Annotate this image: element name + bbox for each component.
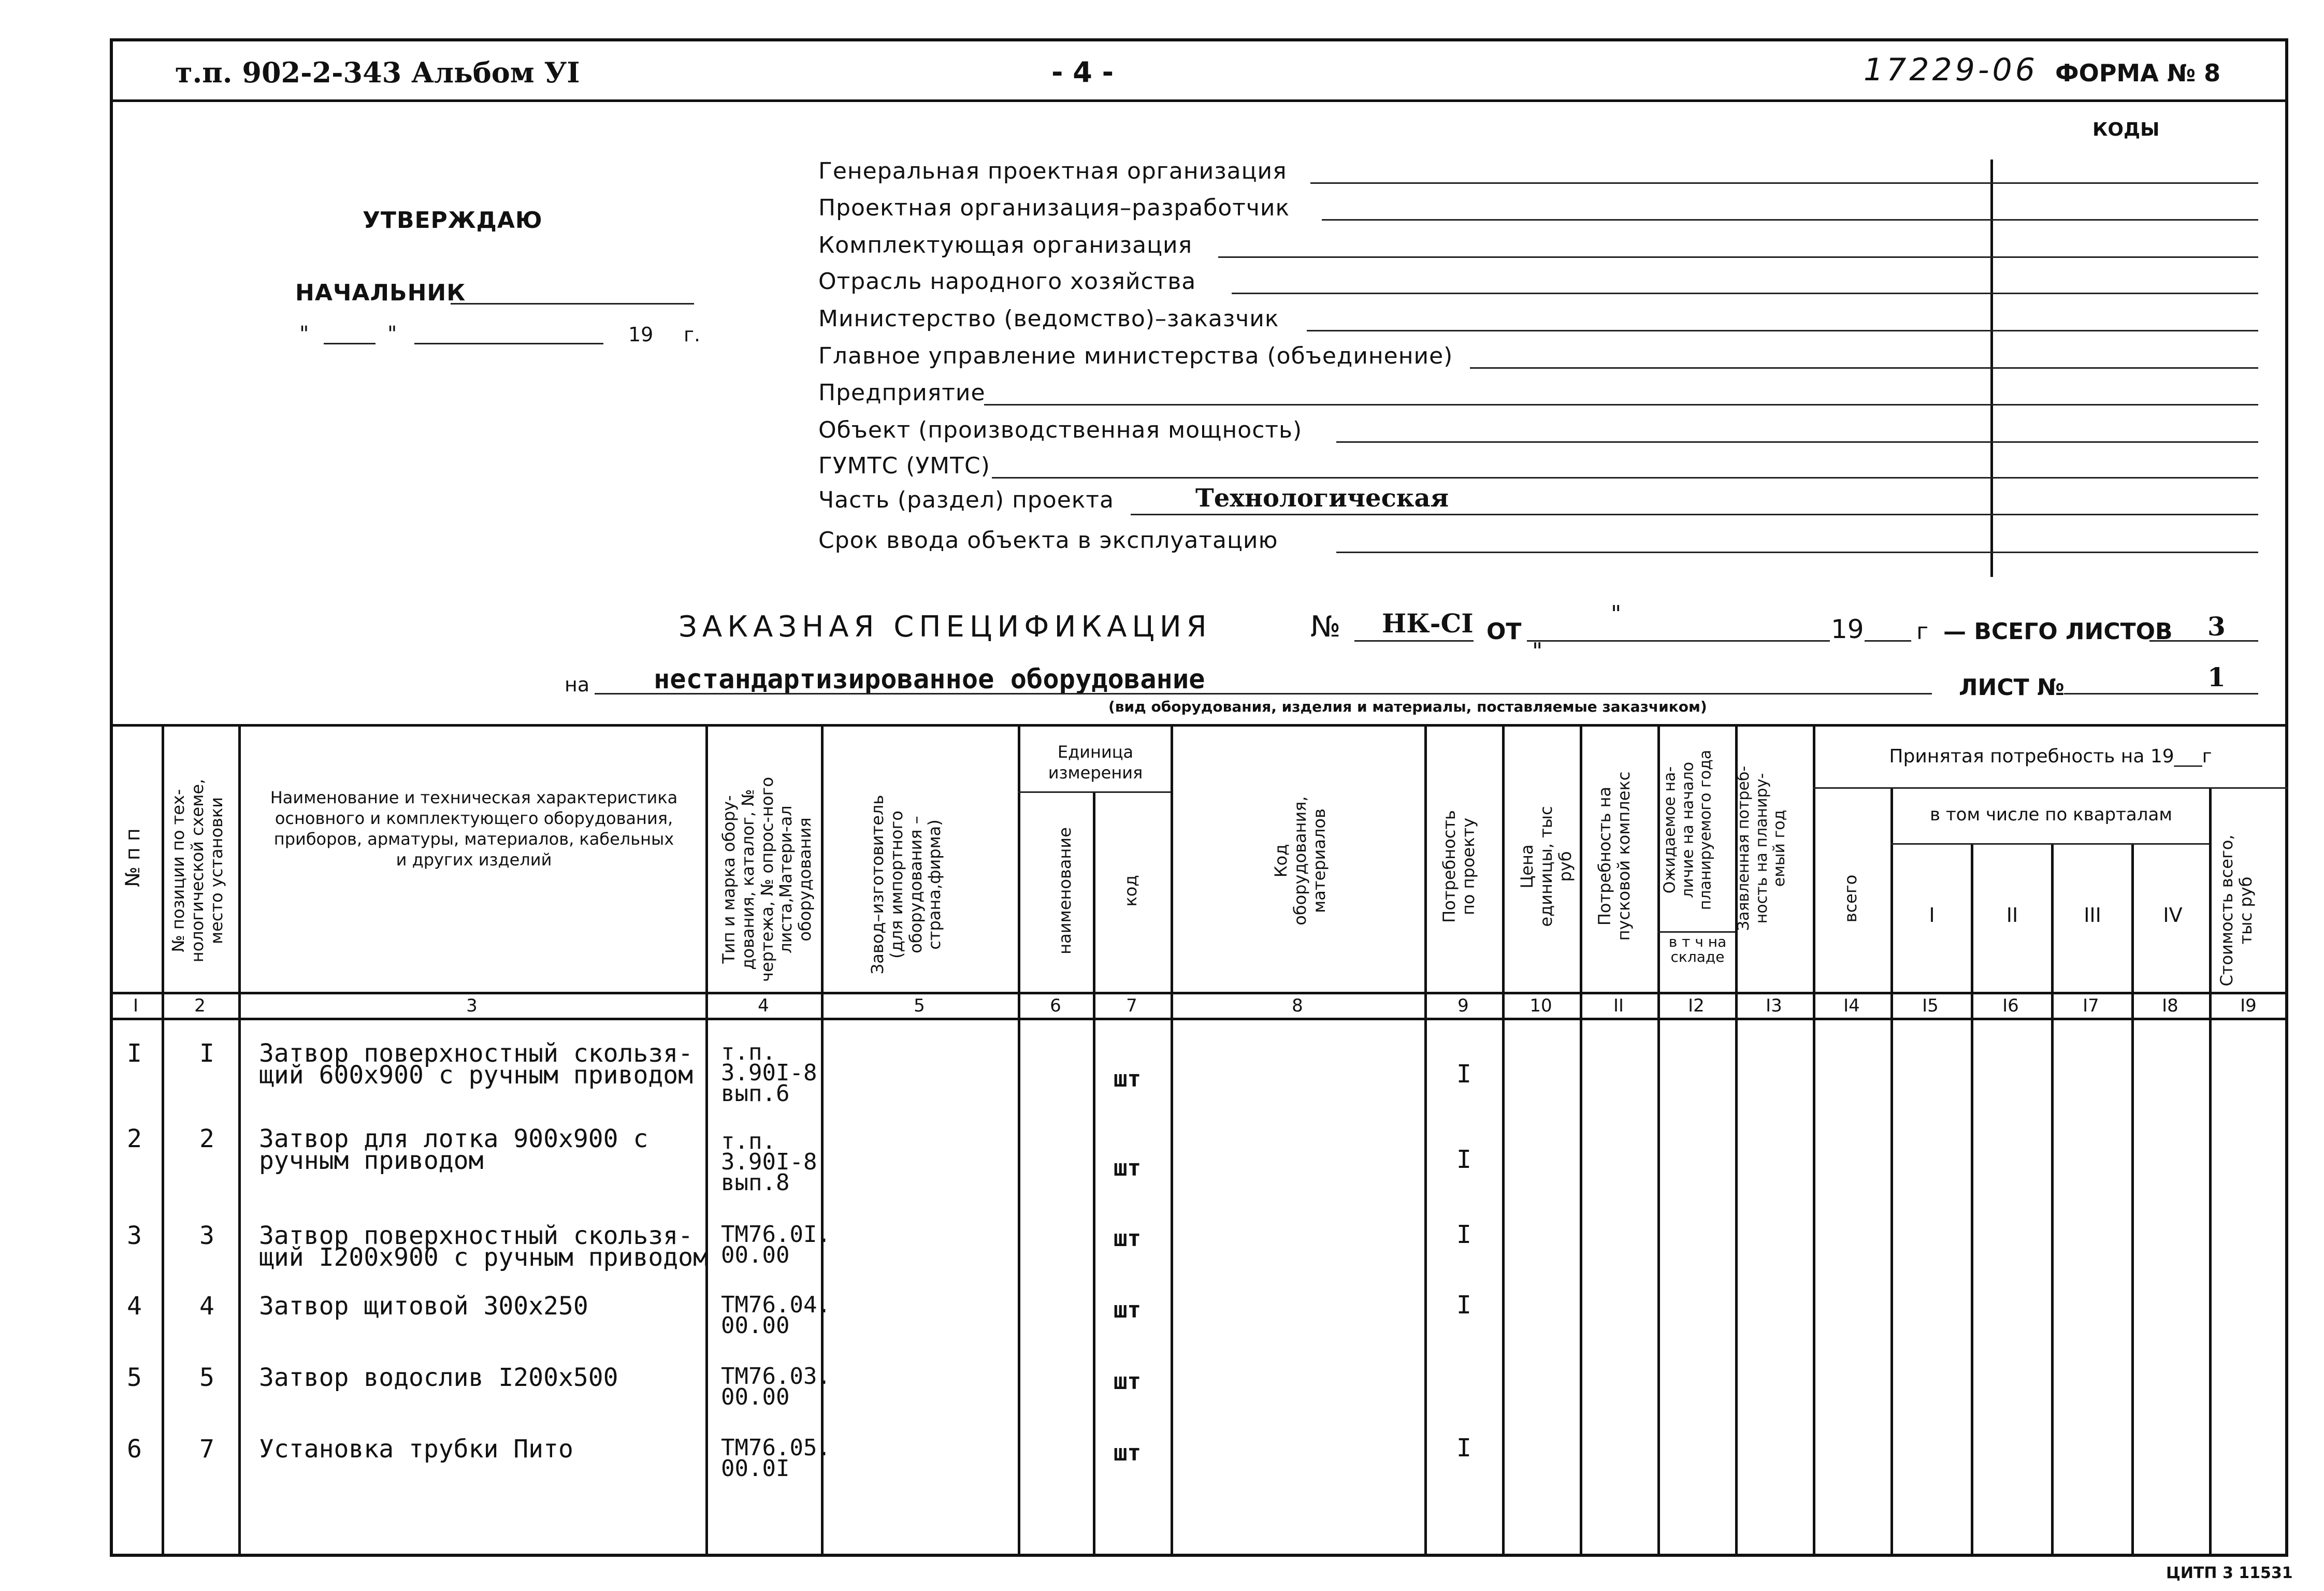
col-number: I2 (1688, 995, 1705, 1016)
col-line-17 (2131, 843, 2134, 1557)
field-main-directorate: Главное управление министерства (объединение) (818, 343, 1453, 369)
header-unit-code: код (1121, 875, 1141, 907)
field-industry: Отрасль народного хозяйства (818, 268, 1196, 295)
col-line-16 (2051, 843, 2054, 1557)
spec-year-suffix: г (1916, 618, 1929, 645)
table-row-type-cont: 00.0I (721, 1455, 790, 1482)
table-row-type-cont: 00.00 (721, 1384, 790, 1410)
col-line-6 (1093, 791, 1095, 1557)
col-number: 9 (1457, 995, 1469, 1016)
printer-code: ЦИТП 3 11531 (2166, 1564, 2293, 1582)
table-row-position: 4 (199, 1292, 214, 1321)
table-row-unit-code: шт (1114, 1066, 1141, 1092)
field-object: Объект (производственная мощность) (818, 417, 1303, 443)
header-in-stock: в т ч на складе (1668, 933, 1727, 966)
header-quarter-4: IV (2163, 904, 2183, 927)
spec-for-label: на (565, 673, 590, 696)
header-type: Тип и марка обору-дования, каталог, № чертежа, № опрос-ного листа,Матери-ал оборудования (719, 777, 815, 982)
table-row-design-need: I (1456, 1291, 1471, 1320)
table-row-position: 7 (199, 1435, 214, 1464)
table-row-number: 4 (127, 1292, 142, 1321)
table-row-position: 2 (199, 1124, 214, 1153)
field-commissioning-date-line (1336, 552, 2258, 553)
col-line-15 (1971, 843, 1973, 1557)
header-design-need: Потребность по проекту (1439, 810, 1478, 923)
header-quarters: в том числе по кварталам (1930, 804, 2172, 825)
spec-from-quote-close: " (1532, 638, 1543, 664)
spec-total-sheets-label: — ВСЕГО ЛИСТОВ (1943, 618, 2173, 645)
date-quote-open: " (299, 322, 309, 346)
col-number: II (1613, 995, 1624, 1016)
field-design-org: Проектная организация–разработчик (818, 195, 1290, 221)
field-project-section: Часть (раздел) проекта (818, 487, 1114, 513)
header-name: Наименование и техническая характеристика основного и комплектующего оборудования, приборов, арматуры, материалов, кабельных и других изделий (270, 788, 678, 870)
field-general-org: Генеральная проектная организация (818, 158, 1287, 184)
header-cost: Стоимость всего, тыс руб (2217, 834, 2256, 987)
col-number: 2 (194, 995, 206, 1016)
field-ministry: Министерство (ведомство)–заказчик (818, 306, 1279, 332)
spec-equipment-type-line (595, 693, 1932, 695)
table-col-numbers-bottom (110, 1018, 2288, 1020)
spec-sheet-line (2064, 693, 2258, 695)
table-row-name-cont: ручным приводом (259, 1146, 484, 1175)
document-number: 17229-06 (1864, 52, 2038, 88)
field-design-org-line (1322, 219, 2258, 221)
field-project-section-line (1131, 514, 2258, 515)
table-row-number: I (127, 1039, 142, 1068)
header-manufacturer: Завод–изготовитель (для импортного оборудования –страна,фирма) (868, 794, 945, 975)
table-row-design-need: I (1456, 1145, 1471, 1174)
field-ministry-line (1307, 330, 2258, 331)
approve-label: УТВЕРЖДАЮ (363, 207, 543, 234)
col-line-7 (1171, 724, 1173, 1557)
header-accepted: Принятая потребность на 19___г (1889, 746, 2212, 767)
col-number: I3 (1766, 995, 1782, 1016)
header-unit-price: Цена единицы, тыс руб (1517, 806, 1575, 927)
album-reference: т.п. 902-2-343 Альбом УI (175, 56, 580, 89)
page-number: - 4 - (1051, 56, 1114, 89)
spec-equipment-caption: (вид оборудования, изделия и материалы, поставляемые заказчиком) (1108, 698, 1707, 715)
table-row-unit-code: шт (1114, 1440, 1141, 1466)
header-equipment-code: Код оборудования, материалов (1271, 796, 1329, 925)
col-line-8 (1424, 724, 1427, 1557)
col-number: I4 (1843, 995, 1860, 1016)
table-row-number: 2 (127, 1124, 142, 1153)
spec-total-sheets: 3 (2207, 611, 2226, 642)
spec-total-sheets-line (2149, 640, 2258, 642)
header-quarter-3: III (2084, 904, 2101, 927)
table-row-design-need: I (1456, 1434, 1471, 1463)
header-total: всего (1841, 874, 1860, 923)
col-line-18 (2209, 787, 2212, 1557)
accepted-subheader-line (1813, 787, 2288, 789)
table-row-name: Затвор водослив I200х500 (259, 1363, 618, 1392)
table-row-type-cont: 00.00 (721, 1312, 790, 1339)
col-number: I (133, 995, 139, 1016)
field-commissioning-date: Срок ввода объекта в эксплуатацию (818, 527, 1278, 554)
table-header-bottom (110, 992, 2288, 994)
table-row-type: ТМ76.03. (721, 1363, 831, 1390)
date-year-suffix: г. (684, 323, 701, 346)
header-unit: Единица измерения (1048, 742, 1143, 783)
table-row-unit-code: шт (1114, 1155, 1141, 1181)
table-row-unit-code: шт (1114, 1368, 1141, 1395)
table-row-design-need: I (1456, 1220, 1471, 1249)
col-number: 5 (914, 995, 925, 1016)
spec-year-label: 19 (1831, 614, 1864, 644)
table-row-number: 3 (127, 1221, 142, 1250)
col-line-9 (1502, 724, 1505, 1557)
top-bar-divider (110, 99, 2288, 102)
header-launch-complex: Потребность на пусковой комплекс (1595, 771, 1634, 941)
col-number: 4 (758, 995, 769, 1016)
header-position: № позиции по тех-нологической схеме, место установки (168, 778, 226, 963)
table-row-type: ТМ76.0I. (721, 1221, 831, 1248)
table-row-type-cont: вып.8 (721, 1169, 790, 1196)
table-row-type: т.п. (721, 1039, 776, 1065)
table-row-name-cont: щий I200х900 с ручным приводом (259, 1243, 708, 1272)
col-line-4 (821, 724, 824, 1557)
header-declared: Заявленная потреб-ность на планиру-емый год (1735, 765, 1788, 931)
table-row-type-cont: 3.90I-8 (721, 1060, 817, 1086)
chief-label: НАЧАЛЬНИК (295, 280, 466, 306)
spec-sheet-number: 1 (2207, 662, 2226, 692)
header-row-number: № п п (121, 828, 144, 887)
field-enterprise-line (984, 404, 2258, 406)
date-year-prefix: 19 (628, 323, 654, 346)
table-row-design-need: I (1456, 1060, 1471, 1089)
spec-year-line (1865, 640, 1911, 642)
col-line-5 (1018, 724, 1020, 1557)
field-project-section-value: Технологическая (1195, 484, 1449, 513)
field-industry-line (1232, 293, 2258, 294)
date-day-line (324, 343, 376, 344)
col-line-13 (1813, 724, 1815, 1557)
spec-number-line (1354, 640, 1474, 642)
table-top-border (110, 724, 2288, 727)
table-row-position: 3 (199, 1221, 214, 1250)
field-main-directorate-line (1470, 367, 2258, 369)
field-supply-org: Комплектующая организация (818, 232, 1193, 258)
table-row-type-cont: 3.90I-8 (721, 1149, 817, 1175)
col12-subheader-line (1657, 931, 1735, 933)
table-row-type: ТМ76.04. (721, 1292, 831, 1318)
table-row-type-cont: 00.00 (721, 1242, 790, 1268)
table-row-name: Установка трубки Пито (259, 1435, 573, 1464)
field-general-org-line (1310, 182, 2258, 184)
col-line-2 (238, 724, 241, 1557)
table-row-position: I (199, 1039, 214, 1068)
field-object-line (1336, 441, 2258, 443)
header-unit-name: наименование (1055, 827, 1075, 954)
field-gumts: ГУМТС (УМТС) (818, 453, 990, 479)
header-quarter-1: I (1929, 904, 1935, 927)
header-expected: Ожидаемое на-личие на начало планируемого года (1661, 749, 1715, 910)
date-month-line (414, 343, 603, 344)
table-row-name: Затвор поверхностный скользя- (259, 1221, 694, 1250)
field-supply-org-line (1218, 256, 2258, 258)
spec-number: НК-СI (1382, 608, 1474, 639)
col-line-14 (1890, 787, 1893, 1557)
form-number: ФОРМА № 8 (2055, 59, 2221, 87)
table-row-name-cont: щий 600х900 с ручным приводом (259, 1061, 694, 1090)
table-row-name: Затвор щитовой 300х250 (259, 1292, 588, 1321)
table-row-type: ТМ76.05. (721, 1435, 831, 1461)
col-line-10 (1580, 724, 1582, 1557)
table-row-unit-code: шт (1114, 1297, 1141, 1323)
table-row-name: Затвор для лотка 900х900 с (259, 1124, 648, 1153)
chief-signature-line (451, 303, 694, 305)
table-row-number: 6 (127, 1435, 142, 1464)
quarters-subheader-line (1890, 843, 2209, 845)
spec-number-label: № (1310, 610, 1341, 644)
field-gumts-line (992, 477, 2258, 479)
codes-label: КОДЫ (2092, 119, 2160, 140)
spec-sheet-label: ЛИСТ № (1959, 674, 2065, 701)
spec-from-label: ОТ (1486, 618, 1522, 645)
col-number: I7 (2083, 995, 2099, 1016)
col-number: 8 (1292, 995, 1303, 1016)
table-row-type-cont: вып.6 (721, 1080, 790, 1107)
unit-subheader-line (1018, 791, 1171, 793)
date-quote-close: " (387, 322, 397, 346)
col-number: I6 (2002, 995, 2019, 1016)
col-number: 10 (1529, 995, 1552, 1016)
col-number: 7 (1126, 995, 1137, 1016)
col-line-3 (705, 724, 708, 1557)
table-row-type: т.п. (721, 1128, 776, 1154)
table-row-unit-code: шт (1114, 1225, 1141, 1252)
col-number: 6 (1050, 995, 1061, 1016)
spec-date-line (1527, 640, 1830, 642)
field-enterprise: Предприятие (818, 380, 986, 406)
table-row-number: 5 (127, 1363, 142, 1392)
col-number: I5 (1922, 995, 1939, 1016)
col-line-1 (162, 724, 164, 1557)
table-row-position: 5 (199, 1363, 214, 1392)
col-number: I9 (2240, 995, 2257, 1016)
table-row-name: Затвор поверхностный скользя- (259, 1039, 694, 1068)
col-number: 3 (466, 995, 478, 1016)
col-number: I8 (2162, 995, 2178, 1016)
spec-equipment-type: нестандартизированное оборудование (654, 664, 1205, 695)
spec-from-quote-open: " (1611, 601, 1622, 627)
header-quarter-2: II (2006, 904, 2018, 927)
specification-title: ЗАКАЗНАЯ СПЕЦИФИКАЦИЯ (679, 610, 1212, 644)
col-line-11 (1657, 724, 1660, 1557)
